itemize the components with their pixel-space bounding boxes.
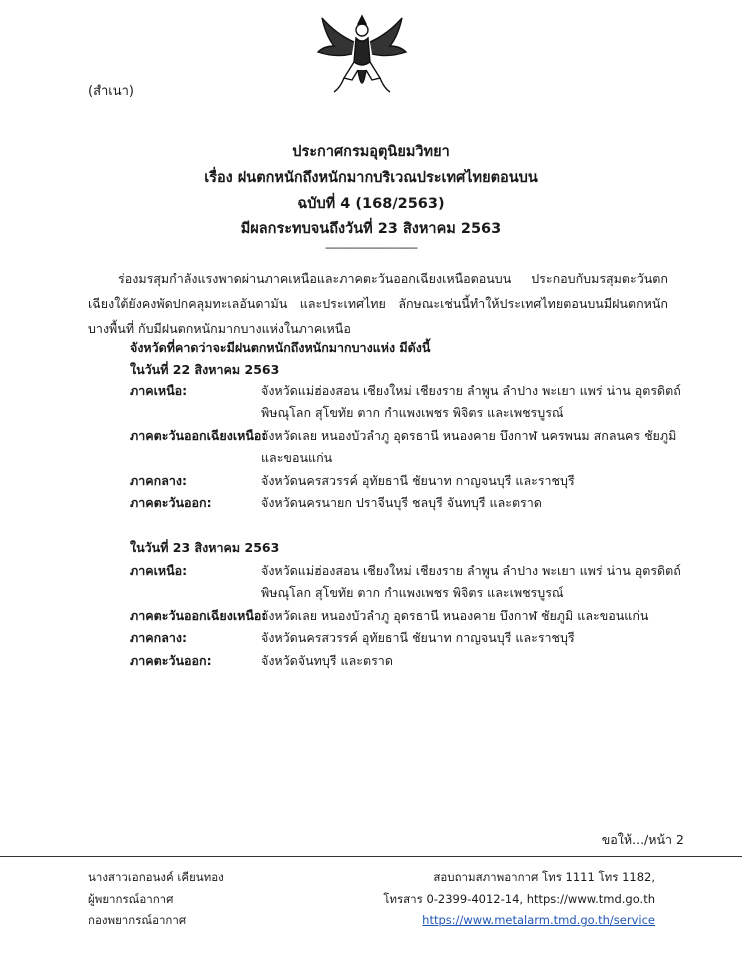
announcement-title: ประกาศกรมอุตุนิยมวิทยา — [292, 144, 450, 160]
day1-east-label: ภาคตะวันออก: — [130, 495, 212, 510]
forecaster-name: นางสาวเอกอนงค์ เคียนทอง — [88, 870, 224, 884]
copy-label: (สำเนา) — [88, 84, 135, 99]
day1-east-provinces: จังหวัดนครนายก ปราจีนบุรี ชลบุรี จันทบุรี และตราด — [261, 495, 542, 510]
day1-north-provinces-2: พิษณุโลก สุโขทัย ตาก กำแพงเพชร พิจิตร และเพชรบูรณ์ — [261, 405, 564, 420]
forecaster-position: ผู้พยากรณ์อากาศ — [88, 892, 174, 906]
effective-date: มีผลกระทบจนถึงวันที่ 23 สิงหาคม 2563 — [240, 221, 502, 237]
day1-date: ในวันที่ 22 สิงหาคม 2563 — [130, 362, 280, 377]
day2-north-provinces-1: จังหวัดแม่ฮ่องสอน เชียงใหม่ เชียงราย ลำพูน ลำปาง พะเยา แพร่ น่าน อุตรดิตถ์ — [261, 563, 681, 578]
day1-central-label: ภาคกลาง: — [130, 473, 187, 488]
day2-east-provinces: จังหวัดจันทบุรี และตราด — [261, 653, 393, 668]
day2-north-provinces-2: พิษณุโลก สุโขทัย ตาก กำแพงเพชร พิจิตร และเพชรบูรณ์ — [261, 585, 564, 600]
day1-central-provinces: จังหวัดนครสวรรค์ อุทัยธานี ชัยนาท กาญจนบุรี และราชบุรี — [261, 473, 575, 488]
forecast-division: กองพยากรณ์อากาศ — [88, 913, 187, 927]
day1-north-label: ภาคเหนือ: — [130, 383, 188, 398]
body-paragraph: ร่องมรสุมกำลังแรงพาดผ่านภาคเหนือและภาคตะวันออกเฉียงเหนือตอนบน ประกอบกับมรสุมตะวันตกเฉียงใต้ยังคงพัดปกคลุมทะเลอันดามัน และประเทศไทย ลักษณะเช่นนี้ทำให้ประเทศไทยตอนบนมีฝนตกหนักบางพื้นที่ กับมีฝนตกหนักมากบางแห่งในภาคเหนือ — [88, 271, 668, 336]
provinces-subheading: จังหวัดที่คาดว่าจะมีฝนตกหนักถึงหนักมากบางแห่ง มีดังนี้ — [130, 340, 431, 355]
issue-number: ฉบับที่ 4 (168/2563) — [297, 196, 445, 212]
next-page-note: ขอให้.../หน้า 2 — [601, 832, 684, 847]
day2-northeast-label: ภาคตะวันออกเฉียงเหนือ: — [130, 608, 267, 623]
day2-north-label: ภาคเหนือ: — [130, 563, 188, 578]
day1-north-provinces-1: จังหวัดแม่ฮ่องสอน เชียงใหม่ เชียงราย ลำพูน ลำปาง พะเยา แพร่ น่าน อุตรดิตถ์ — [261, 383, 681, 398]
separator-line: ------------------------------- — [324, 241, 418, 254]
day1-northeast-label: ภาคตะวันออกเฉียงเหนือ: — [130, 428, 267, 443]
day2-northeast-provinces: จังหวัดเลย หนองบัวลำภู อุดรธานี หนองคาย บึงกาฬ ชัยภูมิ และขอนแก่น — [261, 608, 649, 623]
service-link[interactable]: https://www.metalarm.tmd.go.th/service — [422, 913, 655, 927]
garuda-emblem-icon — [314, 12, 410, 98]
day2-central-label: ภาคกลาง: — [130, 630, 187, 645]
footer-divider — [0, 856, 742, 857]
day2-central-provinces: จังหวัดนครสวรรค์ อุทัยธานี ชัยนาท กาญจนบุรี และราชบุรี — [261, 630, 575, 645]
day2-date: ในวันที่ 23 สิงหาคม 2563 — [130, 540, 280, 555]
contact-phone: สอบถามสภาพอากาศ โทร 1111 โทร 1182, — [433, 870, 655, 884]
subject-line: เรื่อง ฝนตกหนักถึงหนักมากบริเวณประเทศไทยตอนบน — [204, 170, 538, 186]
day1-northeast-provinces-2: และขอนแก่น — [261, 450, 333, 465]
day1-northeast-provinces-1: จังหวัดเลย หนองบัวลำภู อุดรธานี หนองคาย บึงกาฬ นครพนม สกลนคร ชัยภูมิ — [261, 428, 677, 443]
day2-east-label: ภาคตะวันออก: — [130, 653, 212, 668]
contact-fax-website: โทรสาร 0-2399-4012-14, https://www.tmd.go.th — [383, 892, 655, 906]
